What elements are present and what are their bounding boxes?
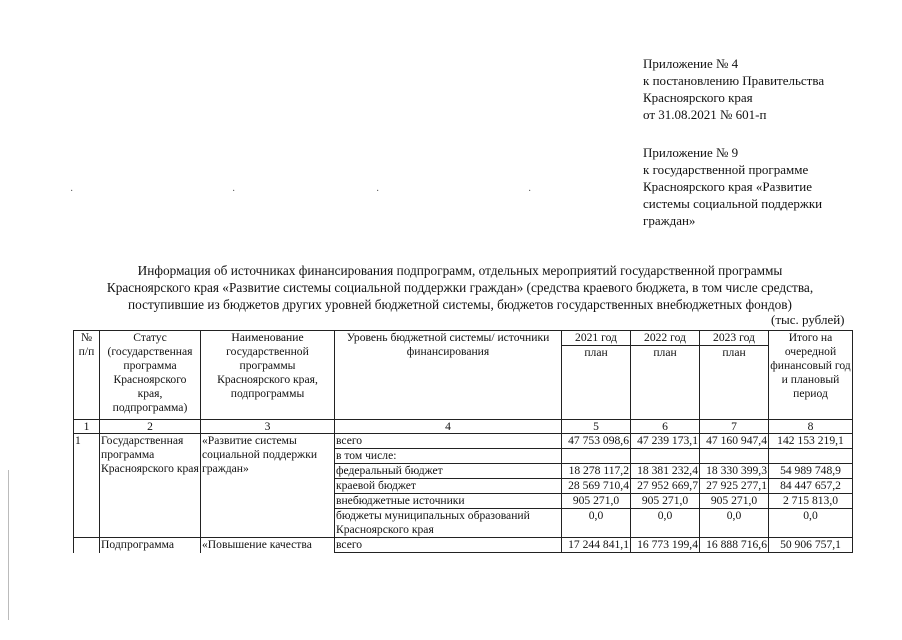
subprogram-num bbox=[74, 538, 100, 553]
scan-dot: · bbox=[70, 186, 74, 197]
level-cell: краевой бюджет bbox=[335, 479, 562, 494]
value-2023: 0,0 bbox=[700, 509, 769, 538]
header-level: Уровень бюджетной системы/ источники финансирования bbox=[335, 331, 562, 420]
value-2021: 47 753 098,6 bbox=[562, 434, 631, 449]
appendix-4-line: от 31.08.2021 № 601-п bbox=[643, 107, 767, 122]
program-num: 1 bbox=[74, 434, 100, 538]
value-total: 84 447 657,2 bbox=[769, 479, 853, 494]
col-number: 6 bbox=[631, 420, 700, 434]
appendix-9-line: к государственной программе bbox=[643, 162, 809, 177]
scan-dot: · bbox=[376, 186, 380, 197]
value-2021: 905 271,0 bbox=[562, 494, 631, 509]
appendix-9-line: Приложение № 9 bbox=[643, 145, 739, 160]
col-number: 2 bbox=[100, 420, 201, 434]
value-2022: 16 773 199,4 bbox=[631, 538, 700, 553]
value-2021: 28 569 710,4 bbox=[562, 479, 631, 494]
value-2022: 47 239 173,1 bbox=[631, 434, 700, 449]
value-2022: 905 271,0 bbox=[631, 494, 700, 509]
appendix-9-header bbox=[643, 144, 822, 229]
level-cell: в том числе: bbox=[335, 449, 562, 464]
scan-dot: · bbox=[528, 186, 532, 197]
value-2021: 18 278 117,2 bbox=[562, 464, 631, 479]
header-row bbox=[74, 331, 853, 420]
financing-table bbox=[73, 330, 853, 553]
value-2023 bbox=[700, 449, 769, 464]
col-number: 7 bbox=[700, 420, 769, 434]
value-2022: 18 381 232,4 bbox=[631, 464, 700, 479]
value-2021: 0,0 bbox=[562, 509, 631, 538]
title-line: Красноярского края «Развитие системы социальной поддержки граждан» (средства краевого бюджета, в том числе средства, bbox=[106, 280, 814, 295]
header-2023-year: 2023 год bbox=[700, 331, 768, 346]
col-number: 4 bbox=[335, 420, 562, 434]
value-2023: 16 888 716,6 bbox=[700, 538, 769, 553]
document-title bbox=[60, 262, 860, 313]
title-line: Информация об источниках финансирования подпрограмм, отдельных мероприятий государственной программы bbox=[137, 263, 783, 278]
appendix-4-header bbox=[643, 55, 824, 123]
header-2021 bbox=[562, 331, 631, 420]
col-number: 8 bbox=[769, 420, 853, 434]
value-2022: 27 952 669,7 bbox=[631, 479, 700, 494]
subprogram-status: Подпрограмма bbox=[100, 538, 201, 553]
value-total: 50 906 757,1 bbox=[769, 538, 853, 553]
value-total: 54 989 748,9 bbox=[769, 464, 853, 479]
value-total: 0,0 bbox=[769, 509, 853, 538]
value-2023: 27 925 277,1 bbox=[700, 479, 769, 494]
header-2023-plan: план bbox=[722, 346, 746, 359]
value-total bbox=[769, 449, 853, 464]
value-2021 bbox=[562, 449, 631, 464]
appendix-4-line: Приложение № 4 bbox=[643, 56, 739, 71]
value-2023: 905 271,0 bbox=[700, 494, 769, 509]
units-label: (тыс. рублей) bbox=[771, 312, 845, 327]
header-2022-plan: план bbox=[653, 346, 677, 359]
column-number-row bbox=[74, 420, 853, 434]
appendix-9-line: системы социальной поддержки bbox=[643, 196, 823, 211]
header-total: Итого на очередной финансовый год и плановый период bbox=[769, 331, 853, 420]
level-cell: всего bbox=[335, 538, 562, 553]
header-num: № п/п bbox=[74, 331, 100, 420]
value-2023: 18 330 399,3 bbox=[700, 464, 769, 479]
header-2021-year: 2021 год bbox=[562, 331, 630, 346]
table-row bbox=[74, 538, 853, 553]
header-2023 bbox=[700, 331, 769, 420]
level-cell: федеральный бюджет bbox=[335, 464, 562, 479]
appendix-4-line: к постановлению Правительства bbox=[643, 73, 825, 88]
subprogram-name: «Повышение качества bbox=[201, 538, 335, 553]
value-2023: 47 160 947,4 bbox=[700, 434, 769, 449]
value-total: 142 153 219,1 bbox=[769, 434, 853, 449]
program-name: «Развитие системы социальной поддержки граждан» bbox=[201, 434, 335, 538]
level-cell: бюджеты муниципальных образований Красноярского края bbox=[335, 509, 562, 538]
header-2021-plan: план bbox=[584, 346, 608, 359]
scan-dot: · bbox=[232, 186, 236, 197]
level-cell: внебюджетные источники bbox=[335, 494, 562, 509]
level-cell: всего bbox=[335, 434, 562, 449]
col-number: 1 bbox=[74, 420, 100, 434]
appendix-4-line: Красноярского края bbox=[643, 90, 753, 105]
title-line: поступившие из бюджетов других уровней бюджетной системы, бюджетов государственных внебюджетных фондов) bbox=[128, 297, 792, 312]
appendix-9-line: граждан» bbox=[643, 213, 696, 228]
col-number: 5 bbox=[562, 420, 631, 434]
program-status: Государственная программа Красноярского края bbox=[100, 434, 201, 538]
header-2022 bbox=[631, 331, 700, 420]
value-2022 bbox=[631, 449, 700, 464]
value-2022: 0,0 bbox=[631, 509, 700, 538]
header-status: Статус (государственная программа Красноярского края, подпрограмма) bbox=[100, 331, 201, 420]
value-2021: 17 244 841,1 bbox=[562, 538, 631, 553]
appendix-9-line: Красноярского края «Развитие bbox=[643, 179, 813, 194]
col-number: 3 bbox=[201, 420, 335, 434]
header-name: Наименование государственной программы Красноярского края, подпрограммы bbox=[201, 331, 335, 420]
table-row bbox=[74, 434, 853, 449]
header-2022-year: 2022 год bbox=[631, 331, 699, 346]
value-total: 2 715 813,0 bbox=[769, 494, 853, 509]
scan-edge-line bbox=[8, 470, 9, 620]
